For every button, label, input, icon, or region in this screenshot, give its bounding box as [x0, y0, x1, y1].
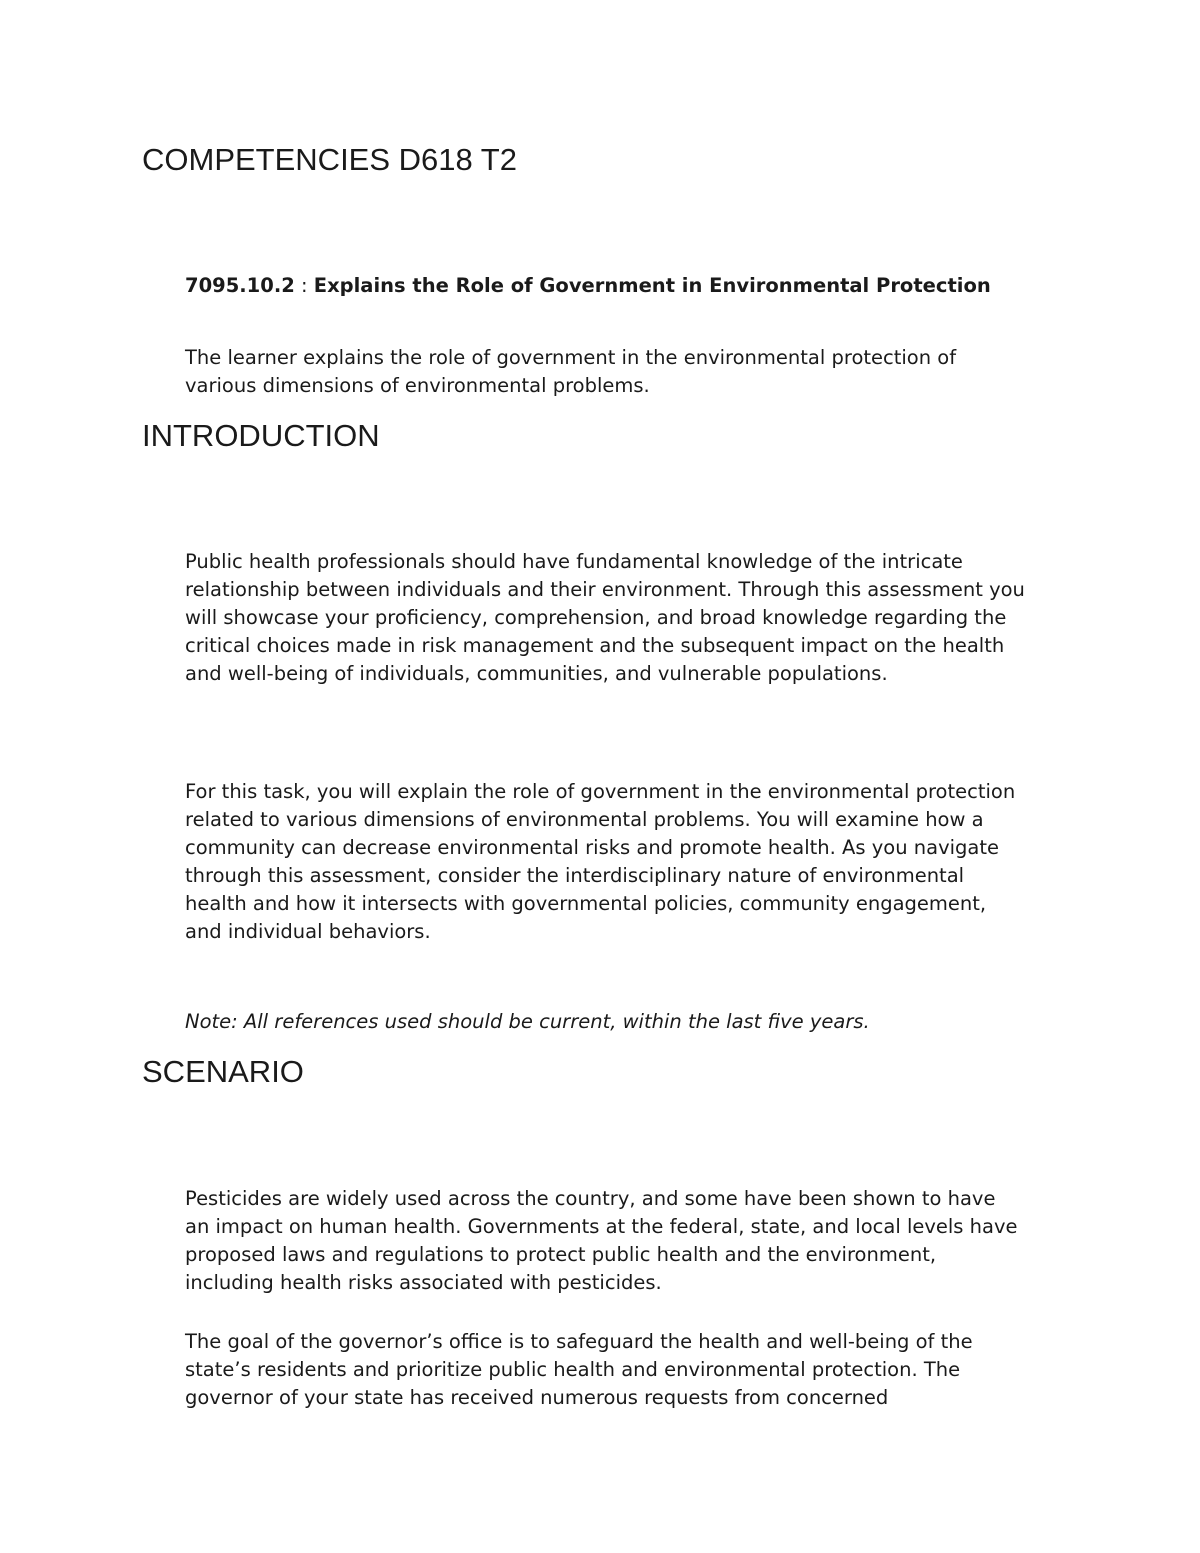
- introduction-paragraph: Public health professionals should have fundamental knowledge of the intricate relationship between individuals and their environment. Through this assessment you will showcase your proficiency, comprehension, and broad knowledge regarding the critical choices made in risk management and the subsequent impact on the health and well-being of individuals, communities, and vulnerable populations.: [185, 550, 1025, 685]
- scenario-heading: SCENARIO: [142, 1054, 304, 1089]
- competency-code: 7095.10.2: [185, 274, 295, 297]
- competency-title: [185, 272, 1025, 300]
- competency-separator: :: [294, 274, 314, 297]
- introduction-paragraph: For this task, you will explain the role of government in the environmental protection related to various dimensions of environmental problems. You will examine how a community can decrease environmental risks and promote health. As you navigate through this assessment, consider the interdisciplinary nature of environmental health and how it intersects with governmental policies, community engagement, and individual behaviors.: [185, 780, 1016, 943]
- document-title: COMPETENCIES D618 T2: [142, 142, 517, 177]
- competency-description: The learner explains the role of government in the environmental protection of various dimensions of environmental problems.: [185, 346, 957, 397]
- scenario-paragraph: The goal of the governor’s office is to safeguard the health and well-being of the state’s residents and prioritize public health and environmental protection. The governor of your state has received numerous requests from concerned: [185, 1330, 973, 1409]
- competency-name: Explains the Role of Government in Environmental Protection: [313, 274, 991, 297]
- scenario-paragraph: Pesticides are widely used across the country, and some have been shown to have an impact on human health. Governments at the federal, state, and local levels have proposed laws and regulations to protect public health and the environment, including health risks associated with pesticides.: [185, 1187, 1018, 1294]
- introduction-heading: INTRODUCTION: [142, 418, 380, 453]
- references-note: Note: All references used should be current, within the last five years.: [185, 1010, 870, 1033]
